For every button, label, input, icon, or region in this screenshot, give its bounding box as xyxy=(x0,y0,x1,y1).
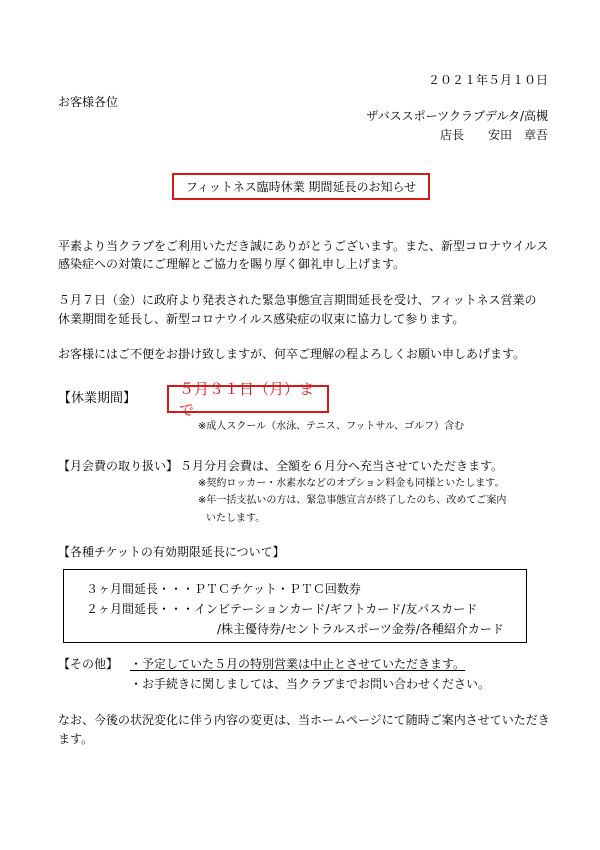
fees-label: 【月会費の取り扱い】 xyxy=(58,459,179,473)
organization-name: ザバススポーツクラブデルタ/高槻 xyxy=(366,109,548,123)
closure-note: ※成人スクール（水泳、テニス、フットサル、ゴルフ）含む xyxy=(198,421,465,432)
signer-name: 店長 安田 章吾 xyxy=(439,128,548,142)
fees-note-2-line-1: ※年一括支払いの方は、緊急事態宣言が終了したのち、改めてご案内 xyxy=(198,495,507,506)
fees-note-2-line-2: いたします。 xyxy=(206,513,266,524)
ticket-line-1: ３ヶ月間延長・・・ＰＴＣチケット・ＰＴＣ回数券 xyxy=(86,582,361,596)
ticket-line-3: /株主優待券/セントラルスポーツ金券/各種紹介カード xyxy=(217,622,504,636)
closure-label: 【休業期間】 xyxy=(58,391,137,406)
paragraph-1-line-1: 平素より当クラブをご利用いただき誠にありがとうございます。また、新型コロナウイルス xyxy=(58,239,549,253)
fees-note-1: ※契約ロッカー・水素水などのオプション料金も同様といたします。 xyxy=(198,478,505,489)
footer-line-1: なお、今後の状況変化に伴う内容の変更は、当ホームページにて随時ご案内させていただき xyxy=(58,713,550,727)
ticket-extension-box xyxy=(63,569,527,643)
tickets-label: 【各種チケットの有効期限延長について】 xyxy=(58,545,285,559)
paragraph-3: お客様にはご不便をお掛け致しますが、何卒ご理解の程よろしくお願い申しあげます。 xyxy=(58,347,526,361)
closure-period-value: ５月３１日（月）まで xyxy=(167,385,329,413)
other-item-2: ・お手続きに関しましては、当クラブまでお問い合わせください。 xyxy=(130,677,491,691)
other-item-1: ・予定していた５月の特別営業は中止とさせていただきます。 xyxy=(130,657,466,671)
paragraph-2-line-1: ５月７日（金）に政府より発表された緊急事態宣言期間延長を受け、フィットネス営業の xyxy=(58,293,537,307)
footer-line-2: ます。 xyxy=(58,732,94,746)
other-label: 【その他】 xyxy=(58,657,119,671)
recipient-line: お客様各位 xyxy=(58,95,119,109)
paragraph-2-line-2: 休業期間を延長し、新型コロナウイルス感染症の収束に協力して参ります。 xyxy=(58,312,465,326)
paragraph-1-line-2: 感染症への対策にご理解とご協力を賜り厚く御礼申し上げます。 xyxy=(58,257,406,271)
notice-title: フィットネス臨時休業 期間延長のお知らせ xyxy=(172,173,430,200)
document-date: ２０２１年５月１０日 xyxy=(427,73,548,87)
ticket-line-2: ２ヶ月間延長・・・インビテーションカード/ギフトカード/友パスカード xyxy=(86,602,478,616)
fees-text: ５月分月会費は、全額を６月分へ充当させていただきます。 xyxy=(180,459,504,473)
